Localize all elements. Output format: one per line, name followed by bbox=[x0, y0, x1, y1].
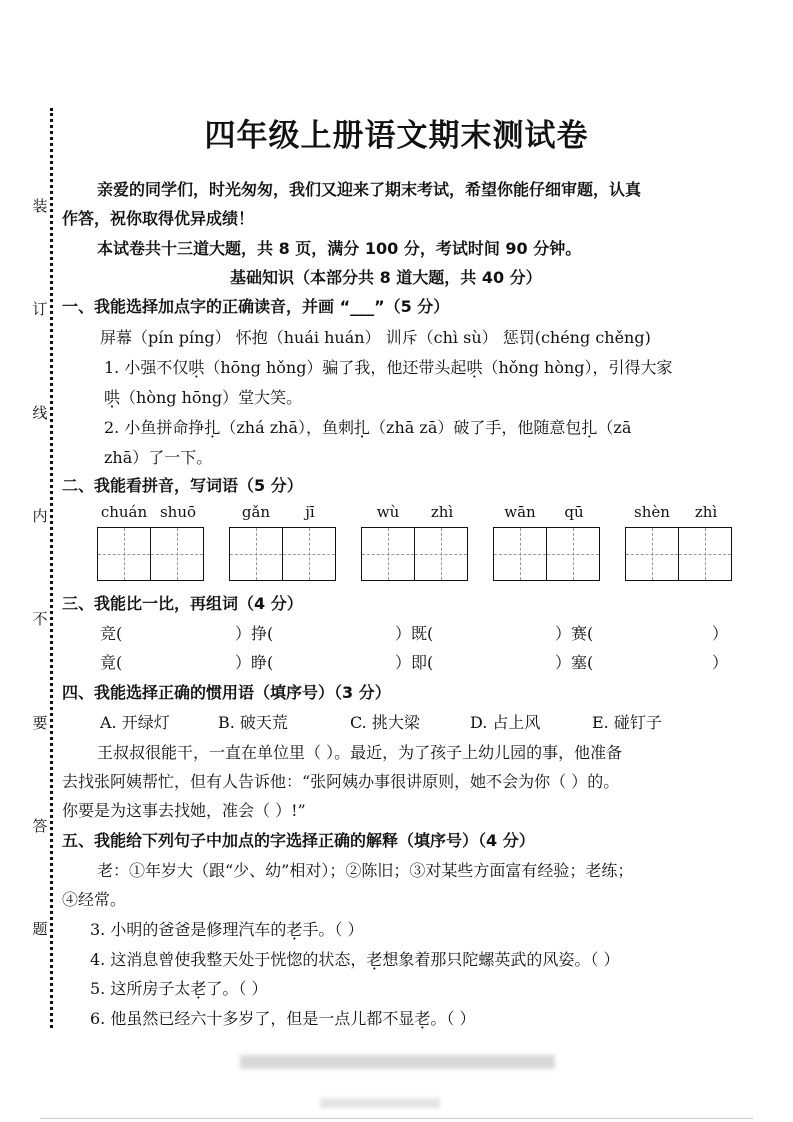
writing-box[interactable] bbox=[414, 527, 468, 581]
question-sentence: 5. 这所房子太老了。（ ） bbox=[90, 979, 268, 998]
question-heading: 二、我能看拼音，写词语（5 分） bbox=[62, 476, 303, 495]
writing-box[interactable] bbox=[678, 527, 732, 581]
pinyin-label: shuō bbox=[159, 503, 197, 521]
compare-char: ）睁( bbox=[235, 653, 274, 672]
intro-line: 作答，祝你取得优异成绩！ bbox=[62, 209, 255, 228]
page-title: 四年级上册语文期末测试卷 bbox=[204, 118, 589, 154]
question-sentence: 1. 小强不仅哄（hōng hǒng）骗了我，他还带头起哄（hǒng hòng），引得大家 bbox=[104, 358, 673, 377]
binding-char: 要 bbox=[32, 714, 48, 732]
question-sentence: 3. 小明的爸爸是修理汽车的老手。（ ） bbox=[90, 920, 364, 939]
idiom-option: C. 挑大梁 bbox=[350, 713, 420, 732]
pinyin-word-group bbox=[229, 503, 337, 581]
compare-char: 竟( bbox=[100, 653, 123, 672]
question-heading: 四、我能选择正确的惯用语（填序号）（3 分） bbox=[62, 683, 391, 702]
binding-char: 不 bbox=[32, 610, 48, 628]
pinyin-word-group bbox=[361, 503, 469, 581]
writing-box[interactable] bbox=[546, 527, 600, 581]
compare-char: ）既( bbox=[395, 624, 434, 643]
question-passage: 王叔叔很能干，一直在单位里（ ）。最近，为了孩子上幼儿园的事，他准备 bbox=[97, 743, 623, 762]
binding-char: 题 bbox=[32, 920, 48, 938]
idiom-option: E. 碰钉子 bbox=[592, 713, 662, 732]
binding-char: 装 bbox=[32, 197, 48, 215]
question-sentence: 2. 小鱼拼命挣扎（zhá zhā），鱼刺扎（zhā zā）破了手，他随意包扎（zā bbox=[104, 418, 632, 437]
writing-box[interactable] bbox=[97, 527, 151, 581]
blurred-page-number bbox=[320, 1098, 440, 1108]
question-heading: 三、我能比一比，再组词（4 分） bbox=[62, 594, 303, 613]
pinyin-label: wù bbox=[376, 503, 400, 521]
compare-char: ）即( bbox=[395, 653, 434, 672]
definition-line: 老：①年岁大（跟“少、幼”相对）；②陈旧；③对某些方面富有经验；老练； bbox=[97, 861, 634, 880]
pinyin-label: chuán bbox=[100, 503, 148, 521]
writing-box[interactable] bbox=[282, 527, 336, 581]
pinyin-label: zhì bbox=[430, 503, 454, 521]
pinyin-label: shèn bbox=[634, 503, 670, 521]
idiom-option: B. 破天荒 bbox=[218, 713, 288, 732]
pinyin-label: zhì bbox=[694, 503, 718, 521]
writing-box[interactable] bbox=[229, 527, 283, 581]
question-heading: 一、我能选择加点字的正确读音，并画 “___”（5 分） bbox=[62, 297, 450, 316]
blurred-footer bbox=[240, 1055, 555, 1069]
pinyin-label: jī bbox=[305, 503, 315, 521]
pinyin-word-group bbox=[493, 503, 601, 581]
writing-box[interactable] bbox=[493, 527, 547, 581]
idiom-option: A. 开绿灯 bbox=[100, 713, 170, 732]
section-heading: 基础知识（本部分共 8 道大题，共 40 分） bbox=[230, 268, 542, 287]
compare-char: ） bbox=[712, 624, 729, 643]
writing-box[interactable] bbox=[150, 527, 204, 581]
pinyin-label: qū bbox=[564, 503, 584, 521]
pinyin-word-group bbox=[97, 503, 205, 581]
pinyin-label: gǎn bbox=[241, 503, 271, 521]
idiom-option: D. 占上风 bbox=[470, 713, 541, 732]
question-heading: 五、我能给下列句子中加点的字选择正确的解释（填序号）（4 分） bbox=[62, 831, 535, 850]
pinyin-label: wān bbox=[504, 503, 536, 521]
page-bottom-rule bbox=[40, 1118, 753, 1119]
binding-char: 订 bbox=[32, 300, 48, 318]
question-sentence: zhā）了一下。 bbox=[104, 448, 213, 467]
question-sentence: 哄（hòng hōng）堂大笑。 bbox=[104, 388, 303, 407]
writing-box[interactable] bbox=[625, 527, 679, 581]
question-sentence: 4. 这消息曾使我整天处于恍惚的状态，老想象着那只陀螺英武的风姿。（ ） bbox=[90, 950, 620, 969]
binding-char: 答 bbox=[32, 817, 48, 835]
compare-char: 竞( bbox=[100, 624, 123, 643]
binding-char: 线 bbox=[32, 404, 48, 422]
compare-char: ）塞( bbox=[555, 653, 594, 672]
compare-char: ）赛( bbox=[555, 624, 594, 643]
question-passage: 你要是为这事去找她，准会（ ）!” bbox=[62, 801, 306, 820]
pinyin-word-group bbox=[625, 503, 733, 581]
intro-line: 本试卷共十三道大题，共 8 页，满分 100 分，考试时间 90 分钟。 bbox=[97, 239, 582, 258]
writing-box[interactable] bbox=[361, 527, 415, 581]
question-passage: 去找张阿姨帮忙，但有人告诉他：“张阿姨办事很讲原则，她不会为你（ ）的。 bbox=[62, 772, 620, 791]
binding-char: 内 bbox=[32, 507, 48, 525]
question-options: 屏幕（pín píng） 怀抱（huái huán） 训斥（chì sù） 惩罚(chéng chěng) bbox=[100, 328, 651, 347]
binding-dotted-line bbox=[50, 108, 53, 1028]
intro-line: 亲爱的同学们，时光匆匆，我们又迎来了期末考试，希望你能仔细审题，认真 bbox=[97, 180, 642, 199]
compare-char: ）挣( bbox=[235, 624, 274, 643]
question-sentence: 6. 他虽然已经六十多岁了，但是一点儿都不显老。（ ） bbox=[90, 1009, 476, 1028]
definition-line: ④经常。 bbox=[62, 890, 127, 909]
compare-char: ） bbox=[712, 653, 729, 672]
